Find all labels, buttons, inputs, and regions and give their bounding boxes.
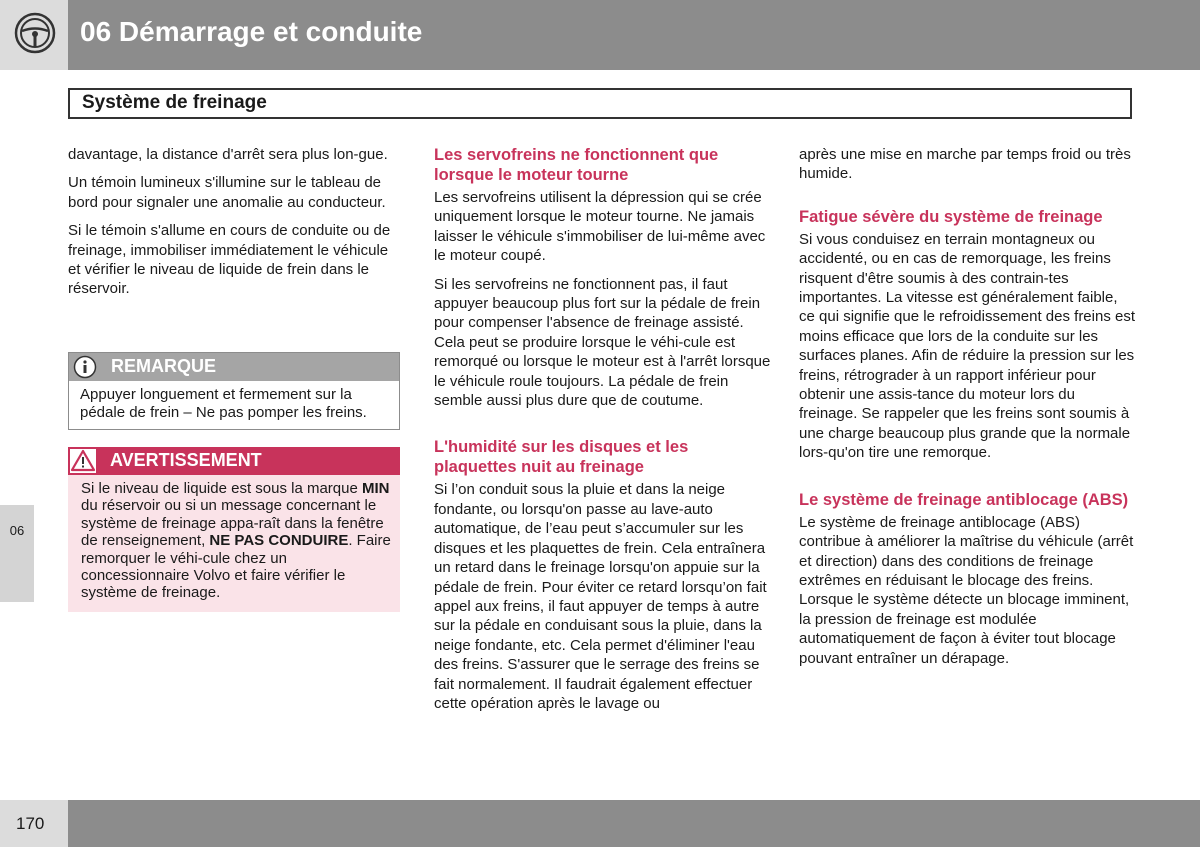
- section-title: Système de freinage: [82, 92, 267, 113]
- paragraph: Si vous conduisez en terrain montagneux ou accidenté, ou en cas de remorquage, les freins risquent d'être soumis à des contrain-tes importantes. La vitesse est généralement faible, ce qui signifie que le refroidissement des freins est moins efficace que lors de la conduite sur les surfaces planes. Afin de réduire la pression sur les freins, rétrograder à un rapport inférieur pour obtenir une assis-tance du moteur lors du freinage. Se rappeler que les freins sont soumis à une charge beaucoup plus grande que la normale lors-qu'on tire une remorque.: [799, 230, 1136, 462]
- section-heading: Fatigue sévère du système de freinage: [799, 207, 1103, 226]
- paragraph: Si l’on conduit sous la pluie et dans la neige fondante, ou lorsqu'on passe au lave-auto automatique, de l’eau peut s’accumuler sur les disques et les plaquettes de frein. Cela entraînera un retard dans le freinage lorsqu'on appuie sur la pédale de frein. Pour éviter ce retard lorsqu’on fait appel aux freins, il faut appuyer de temps à autre sur la pédale en conduisant sous la pluie, dans la neige fondante, etc. Cela permet d'éliminer l'eau des freins. S'assurer que le serrage des freins se fait normalement. Il faudrait également effectuer cette opération après le lavage ou: [434, 481, 767, 712]
- warning-text: Si le niveau de liquide est sous la marque MIN du réservoir ou si un message concernant le système de freinage appa-raît dans la fenêtre de renseignement, NE PAS CONDUIRE. Faire remorquer le véhi-cule chez un concessionnaire Volvo et faire vérifier le système de freinage.: [81, 480, 391, 602]
- warning-triangle-icon: [70, 449, 96, 473]
- warning-box: [68, 447, 400, 612]
- note-title: REMARQUE: [111, 356, 217, 376]
- paragraph: Les servofreins utilisent la dépression qui se crée uniquement lorsque le moteur tourne. Ne jamais laisser le véhicule s'immobiliser de lui-même avec le moteur coupé.: [434, 189, 766, 265]
- warning-title: AVERTISSEMENT: [110, 450, 262, 470]
- side-tab-label: 06: [9, 523, 25, 538]
- section-heading: Le système de freinage antiblocage (ABS): [799, 490, 1129, 509]
- paragraph: davantage, la distance d'arrêt sera plus lon-gue.: [68, 146, 388, 163]
- paragraph: après une mise en marche par temps froid ou très humide.: [799, 146, 1131, 183]
- note-header: [69, 353, 399, 381]
- paragraph: Si le témoin s'allume en cours de conduite ou de freinage, immobiliser immédiatement le véhicule et vérifier le niveau de liquide de frein dans le réservoir.: [68, 222, 391, 298]
- footer-bar: [68, 800, 1200, 847]
- steering-wheel-icon: [14, 12, 56, 54]
- column-2: [434, 145, 772, 722]
- note-box: [68, 352, 400, 430]
- section-heading: Les servofreins ne fonctionnent que lorsque le moteur tourne: [434, 146, 719, 184]
- paragraph: Le système de freinage antiblocage (ABS) contribue à améliorer la maîtrise du véhicule (arrêt et direction) dans des conditions de freinage extrêmes en réduisant le blocage des freins. Lorsque le système détecte un blocage imminent, la pression de freinage est modulée automatiquement de façon à éviter tout blocage pouvant entraîner un dérapage.: [799, 513, 1134, 667]
- warning-bold-ne-pas-conduire: NE PAS CONDUIRE: [209, 532, 349, 550]
- chapter-title: 06 Démarrage et conduite: [80, 16, 423, 47]
- paragraph: Un témoin lumineux s'illumine sur le tableau de bord pour signaler une anomalie au conducteur.: [68, 174, 386, 211]
- note-text: Appuyer longuement et fermement sur la pédale de frein – Ne pas pomper les freins.: [80, 386, 367, 421]
- paragraph: Si les servofreins ne fonctionnent pas, il faut appuyer beaucoup plus fort sur la pédale de frein pour compenser l'absence de freinage assisté. Cela peut se produire lorsque le véhi-cule est remorqué ou lorsque le moteur est à l'arrêt lorsque le véhicule roule toujours. La pédale de frein semble aussi plus dure que de coutume.: [434, 275, 771, 410]
- section-title-box: [68, 88, 1132, 119]
- section-heading: L'humidité sur les disques et les plaquettes nuit au freinage: [434, 438, 689, 477]
- warning-bold-min: MIN: [362, 480, 390, 497]
- column-3: [799, 145, 1135, 677]
- page-number: 170: [16, 814, 45, 833]
- chapter-side-tab: [0, 505, 34, 602]
- warning-header: [68, 447, 400, 475]
- info-icon: [73, 355, 97, 379]
- column-1: [68, 145, 402, 308]
- header-left-block: [0, 0, 68, 70]
